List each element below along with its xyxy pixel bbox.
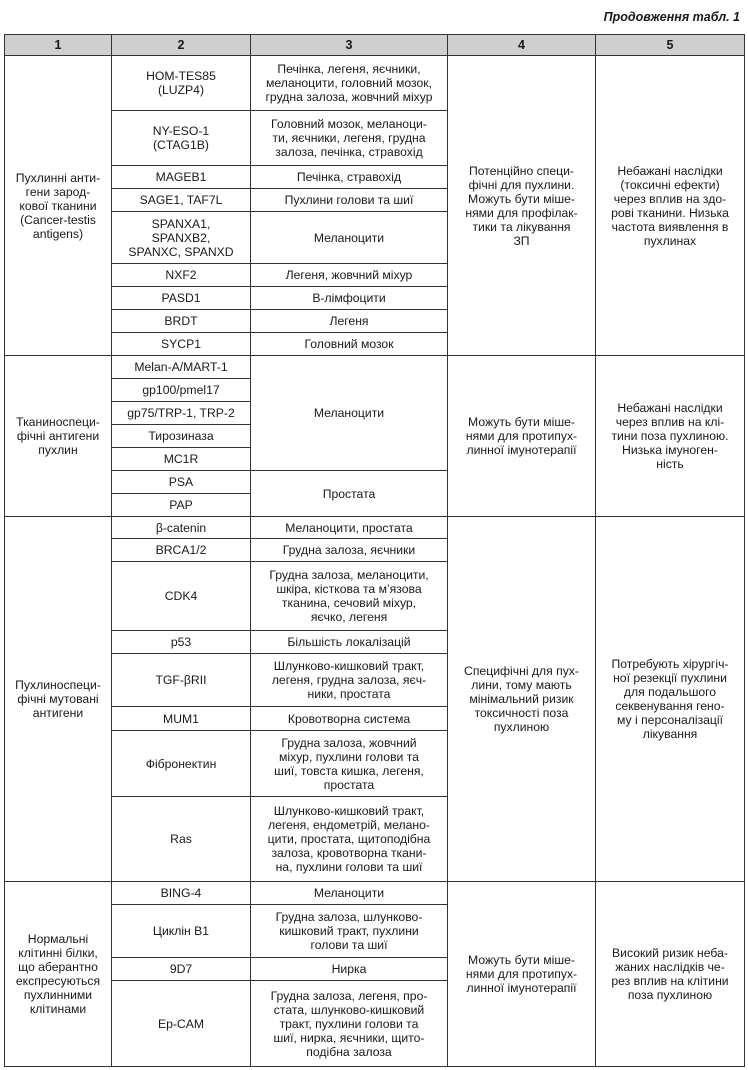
localization-cell: Меланоцити bbox=[251, 882, 448, 905]
localization-cell: В-лімфоцити bbox=[251, 287, 448, 310]
antigen-cell: Melan-A/MART-1 bbox=[112, 356, 251, 379]
localization-cell: Меланоцити, простата bbox=[251, 517, 448, 539]
localization-cell: Кровотворна система bbox=[251, 707, 448, 731]
antigen-cell: CDK4 bbox=[112, 562, 251, 631]
antigen-cell: PASD1 bbox=[112, 287, 251, 310]
antigen-cell: SPANXA1, SPANXB2, SPANXC, SPANXD bbox=[112, 212, 251, 264]
localization-cell: Грудна залоза, меланоцити, шкіра, кісткова та м’язова тканина, сечовий міхур, яєчко, легеня bbox=[251, 562, 448, 631]
antigen-cell: gp75/TRP-1, TRP-2 bbox=[112, 402, 251, 425]
localization-cell: Головний мозок, меланоци- ти, яєчники, легеня, грудна залоза, печінка, стравохід bbox=[251, 111, 448, 166]
localization-cell: Грудна залоза, шлунково- кишковий тракт, пухлини голови та шиї bbox=[251, 905, 448, 958]
localization-cell: Грудна залоза, жовчний міхур, пухлини голови та шиї, товста кишка, легеня, простата bbox=[251, 731, 448, 797]
antigen-cell: Циклін В1 bbox=[112, 905, 251, 958]
antigen-cell: MC1R bbox=[112, 448, 251, 471]
antigen-cell: PAP bbox=[112, 494, 251, 517]
antigen-cell: BRCA1/2 bbox=[112, 539, 251, 562]
localization-cell: Легеня bbox=[251, 310, 448, 333]
localization-cell: Більшість локалізацій bbox=[251, 631, 448, 654]
localization-cell: Меланоцити bbox=[251, 356, 448, 471]
table-caption: Продовження табл. 1 bbox=[603, 10, 740, 24]
antigen-cell: β-catenin bbox=[112, 517, 251, 539]
localization-cell: Шлунково-кишковий тракт, легеня, грудна залоза, яєч- ники, простата bbox=[251, 654, 448, 707]
antigen-cell: MAGEB1 bbox=[112, 166, 251, 189]
limitation-cell: Високий ризик неба- жаних наслідків че- рез вплив на клітини поза пухлиною bbox=[596, 882, 745, 1067]
table-row bbox=[5, 882, 745, 905]
localization-cell: Легеня, жовчний міхур bbox=[251, 264, 448, 287]
antigen-cell: BING-4 bbox=[112, 882, 251, 905]
localization-cell: Печінка, легеня, яєчники, меланоцити, головний мозок, грудна залоза, жовчний міхур bbox=[251, 56, 448, 111]
antigen-cell: NXF2 bbox=[112, 264, 251, 287]
localization-cell: Грудна залоза, яєчники bbox=[251, 539, 448, 562]
antigen-cell: SYCP1 bbox=[112, 333, 251, 356]
antigen-cell: 9D7 bbox=[112, 958, 251, 981]
potential-cell: Потенційно специ- фічні для пухлини. Можуть бути міше- нями для профілак- тики та лікування ЗП bbox=[448, 56, 596, 356]
category-cell: Пухлинні анти- гени зарод- кової тканини (Cancer-testis antigens) bbox=[5, 56, 112, 356]
antigen-cell: HOM-TES85 (LUZP4) bbox=[112, 56, 251, 111]
antigen-cell: Ras bbox=[112, 797, 251, 882]
localization-cell: Грудна залоза, легеня, про- стата, шлунково-кишковий тракт, пухлини голови та шиї, нирка, яєчники, щито- подібна залоза bbox=[251, 981, 448, 1067]
antigen-cell: p53 bbox=[112, 631, 251, 654]
antigen-cell: MUM1 bbox=[112, 707, 251, 731]
antigen-cell: SAGE1, TAF7L bbox=[112, 189, 251, 212]
localization-cell: Нирка bbox=[251, 958, 448, 981]
antigen-cell: BRDT bbox=[112, 310, 251, 333]
localization-cell: Простата bbox=[251, 471, 448, 517]
potential-cell: Специфічні для пух- лини, тому мають мінімальний ризик токсичності поза пухлиною bbox=[448, 517, 596, 882]
localization-cell: Шлунково-кишковий тракт, легеня, ендометрій, мелано- цити, простата, щитоподібна залоза, кровотворна ткани- на, пухлини голови та шиї bbox=[251, 797, 448, 882]
col-header-2: 2 bbox=[112, 35, 251, 56]
limitation-cell: Небажані наслідки (токсичні ефекти) через вплив на здо- рові тканини. Низька частота виявлення в пухлинах bbox=[596, 56, 745, 356]
col-header-5: 5 bbox=[596, 35, 745, 56]
antigen-cell: PSA bbox=[112, 471, 251, 494]
antigen-cell: Тирозиназа bbox=[112, 425, 251, 448]
limitation-cell: Небажані наслідки через вплив на клі- тини поза пухлиною. Низька імуноген- ність bbox=[596, 356, 745, 517]
antigen-cell: Фібронектин bbox=[112, 731, 251, 797]
table-row bbox=[5, 517, 745, 539]
antigen-cell: Ep-CAM bbox=[112, 981, 251, 1067]
antigen-cell: TGF-βRII bbox=[112, 654, 251, 707]
col-header-1: 1 bbox=[5, 35, 112, 56]
localization-cell: Головний мозок bbox=[251, 333, 448, 356]
localization-cell: Пухлини голови та шиї bbox=[251, 189, 448, 212]
category-cell: Тканиноспеци- фічні антигени пухлин bbox=[5, 356, 112, 517]
category-cell: Пухлиноспеци- фічні мутовані антигени bbox=[5, 517, 112, 882]
table-body bbox=[5, 56, 745, 1067]
localization-cell: Меланоцити bbox=[251, 212, 448, 264]
antigen-table bbox=[4, 34, 745, 1067]
antigen-cell: gp100/pmel17 bbox=[112, 379, 251, 402]
antigen-cell: NY-ESO-1 (CTAG1B) bbox=[112, 111, 251, 166]
potential-cell: Можуть бути міше- нями для протипух- линної імунотерапії bbox=[448, 356, 596, 517]
table-row bbox=[5, 356, 745, 379]
category-cell: Нормальні клітинні білки, що аберантно експресуються пухлинними клітинами bbox=[5, 882, 112, 1067]
table-row bbox=[5, 56, 745, 111]
col-header-4: 4 bbox=[448, 35, 596, 56]
header-row bbox=[5, 35, 745, 56]
localization-cell: Печінка, стравохід bbox=[251, 166, 448, 189]
limitation-cell: Потребують хірургіч- ної резекції пухлини для подальшого секвенування гено- му і персоналізації лікування bbox=[596, 517, 745, 882]
potential-cell: Можуть бути міше- нями для протипух- линної імунотерапії bbox=[448, 882, 596, 1067]
col-header-3: 3 bbox=[251, 35, 448, 56]
